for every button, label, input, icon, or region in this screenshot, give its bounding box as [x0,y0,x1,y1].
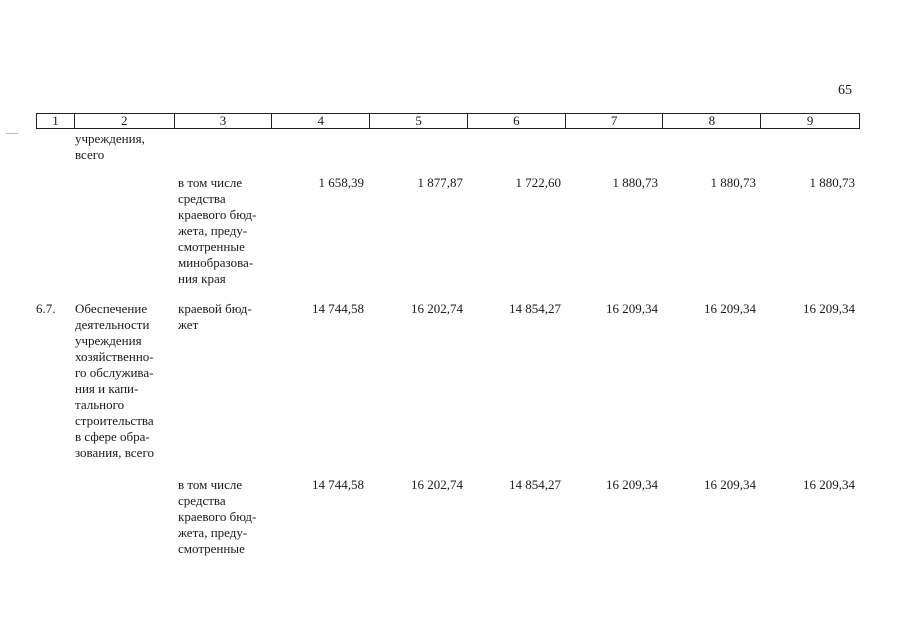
page-number: 65 [838,83,852,98]
header-col-2: 2 [75,114,175,128]
header-col-5: 5 [370,114,468,128]
value-col-4: 1 658,39 [318,175,364,190]
header-col-1: 1 [37,114,75,128]
header-col-9: 9 [806,113,814,128]
header-col-3: 3 [175,114,273,128]
value-col-9: 1 880,73 [809,175,855,190]
value-col-4: 14 744,58 [312,301,364,316]
value-col-7: 16 209,34 [606,477,658,492]
row-source: краевой бюд- жет [178,301,252,332]
margin-mark [6,133,18,134]
value-col-4: 14 744,58 [312,477,364,492]
header-col-7: 7 [566,114,664,128]
value-col-6: 1 722,60 [515,175,561,190]
row-name: учреждения, всего [75,131,145,162]
value-col-7: 1 880,73 [612,175,658,190]
value-col-5: 16 202,74 [411,477,463,492]
row-source: в том числе средства краевого бюд- жета, преду- смотренные минобразова- ния края [178,175,257,286]
row-name: Обеспечение деятельности учреждения хозяйственно- го обслужива- ния и капи- тального строительства в сфере обра- зования, всего [75,301,154,460]
value-col-9: 16 209,34 [803,477,855,492]
value-col-8: 16 209,34 [704,477,756,492]
table-header-row [36,113,860,129]
value-col-8: 16 209,34 [704,301,756,316]
header-col-6: 6 [468,114,566,128]
value-col-6: 14 854,27 [509,477,561,492]
value-col-5: 1 877,87 [417,175,463,190]
value-col-9: 16 209,34 [803,301,855,316]
value-col-6: 14 854,27 [509,301,561,316]
header-col-8: 8 [663,114,761,128]
value-col-8: 1 880,73 [710,175,756,190]
row-number: 6.7. [36,301,56,316]
value-col-5: 16 202,74 [411,301,463,316]
row-source: в том числе средства краевого бюд- жета, преду- смотренные [178,477,257,556]
header-col-4: 4 [272,114,370,128]
value-col-7: 16 209,34 [606,301,658,316]
